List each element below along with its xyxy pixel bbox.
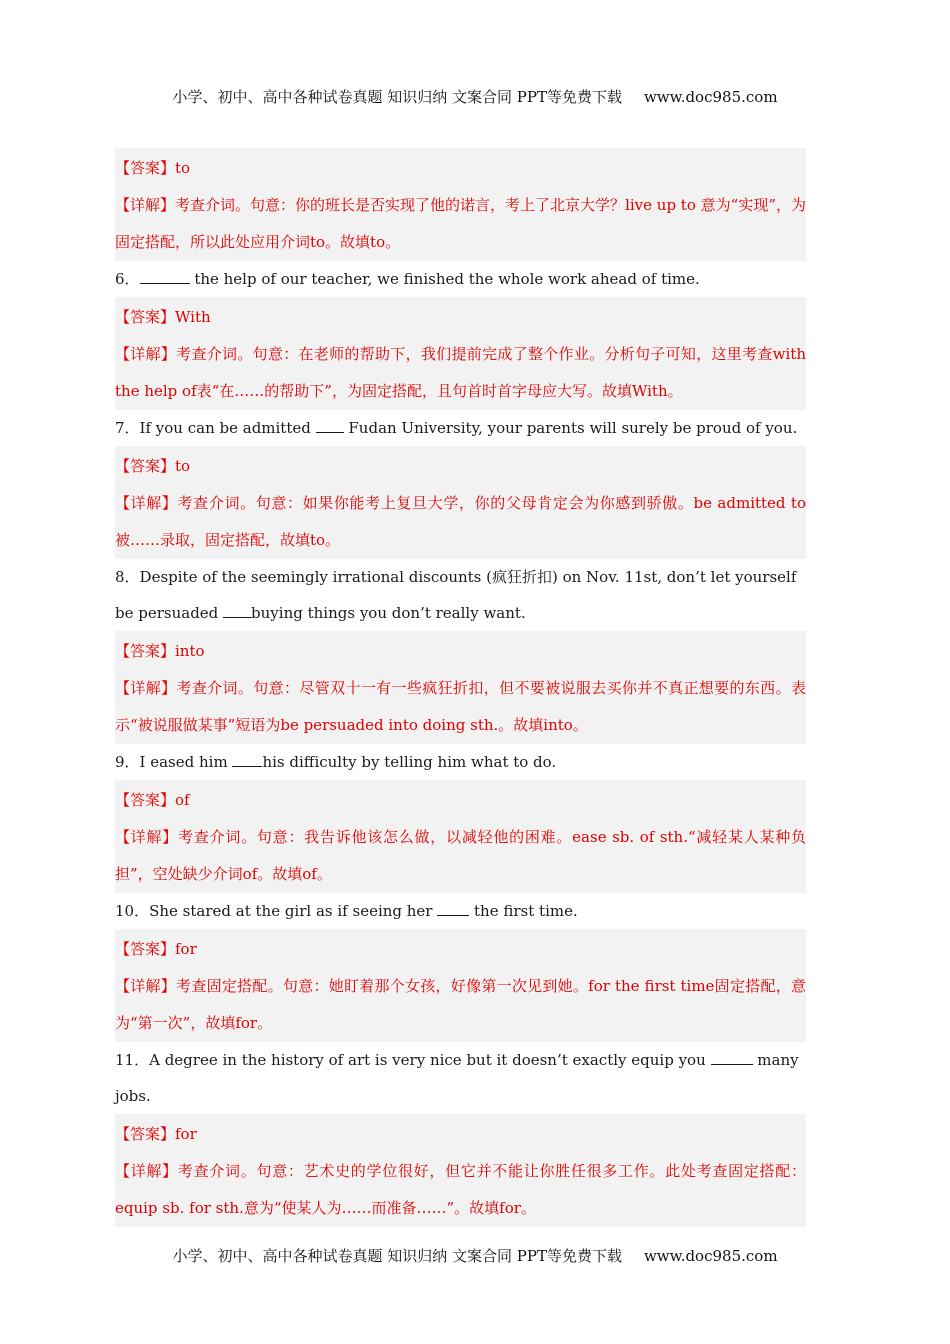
answer-line: 【答案】of [115, 791, 190, 809]
item-11 [115, 1042, 806, 1227]
item-10 [115, 893, 806, 1042]
answer-line: 【答案】for [115, 940, 197, 958]
page-header [0, 86, 950, 107]
question-number: 10． [115, 902, 150, 920]
question-10: 10．She stared at the girl as if seeing her the first time. [115, 902, 578, 920]
answer-blank [437, 901, 469, 916]
answer-line: 【答案】to [115, 457, 191, 475]
answer-box [115, 1114, 806, 1227]
detail-text: 【详解】考查介词。句意：你的班长是否实现了他的诺言，考上了北京大学？live up to 意为“实现”，为固定搭配，所以此处应用介词to。故填to。 [115, 196, 806, 251]
answer-box [115, 297, 806, 410]
item-8 [115, 559, 806, 744]
question-6: 6． the help of our teacher, we finished the whole work ahead of time. [115, 270, 700, 288]
detail-text: 【详解】考查介词。句意：在老师的帮助下，我们提前完成了整个作业。分析句子可知，这里考查with the help of表“在……的帮助下”，为固定搭配，且句首时首字母应大写。故填With。 [115, 345, 806, 400]
footer-url: www.doc985.com [643, 1247, 778, 1265]
header-url: www.doc985.com [643, 88, 778, 106]
footer-text: 小学、初中、高中各种试卷真题 知识归纳 文案合同 PPT等免费下载 [172, 1247, 622, 1265]
item-7 [115, 410, 806, 559]
answer-line: 【答案】for [115, 1125, 197, 1143]
answer-blank [140, 269, 190, 284]
answer-box [115, 148, 806, 261]
answer-line: 【答案】With [115, 308, 211, 326]
answer-box [115, 780, 806, 893]
header-text: 小学、初中、高中各种试卷真题 知识归纳 文案合同 PPT等免费下载 [172, 88, 622, 106]
answer-blank [232, 752, 262, 767]
answer-blank [223, 603, 251, 618]
item-5 [115, 148, 806, 261]
answer-blank [711, 1050, 753, 1065]
question-11: 11．A degree in the history of art is very nice but it doesn’t exactly equip you many jobs. [115, 1051, 799, 1105]
question-number: 8． [115, 568, 140, 586]
answer-box [115, 929, 806, 1042]
question-7: 7．If you can be admitted Fudan University, your parents will surely be proud of you. [115, 419, 798, 437]
answer-box [115, 446, 806, 559]
answer-box [115, 631, 806, 744]
question-number: 9． [115, 753, 140, 771]
page-footer [0, 1245, 950, 1266]
detail-text: 【详解】考查固定搭配。句意：她盯着那个女孩，好像第一次见到她。for the first time固定搭配，意为“第一次”，故填for。 [115, 977, 806, 1032]
answer-line: 【答案】to [115, 159, 191, 177]
answer-line: 【答案】into [115, 642, 205, 660]
detail-text: 【详解】考查介词。句意：我告诉他该怎么做，以减轻他的困难。ease sb. of sth.“减轻某人某种负担”，空处缺少介词of。故填of。 [115, 828, 806, 883]
question-8: 8．Despite of the seemingly irrational discounts (疯狂折扣) on Nov. 11st, don’t let yourself be persuaded buying things you don’t really want. [115, 568, 797, 622]
question-number: 11． [115, 1051, 150, 1069]
item-6 [115, 261, 806, 410]
question-number: 6． [115, 270, 140, 288]
detail-text: 【详解】考查介词。句意：如果你能考上复旦大学，你的父母肯定会为你感到骄傲。be admitted to被……录取，固定搭配，故填to。 [115, 494, 806, 549]
question-9: 9．I eased him his difficulty by telling him what to do. [115, 753, 557, 771]
detail-text: 【详解】考查介词。句意：艺术史的学位很好，但它并不能让你胜任很多工作。此处考查固定搭配：equip sb. for sth.意为“使某人为……而准备……”。故填for。 [115, 1162, 806, 1217]
exercise-content [115, 148, 806, 1227]
item-9 [115, 744, 806, 893]
question-number: 7． [115, 419, 140, 437]
detail-text: 【详解】考查介词。句意：尽管双十一有一些疯狂折扣，但不要被说服去买你并不真正想要的东西。表示“被说服做某事”短语为be persuaded into doing sth.。故填into。 [115, 679, 806, 734]
answer-blank [316, 418, 344, 433]
